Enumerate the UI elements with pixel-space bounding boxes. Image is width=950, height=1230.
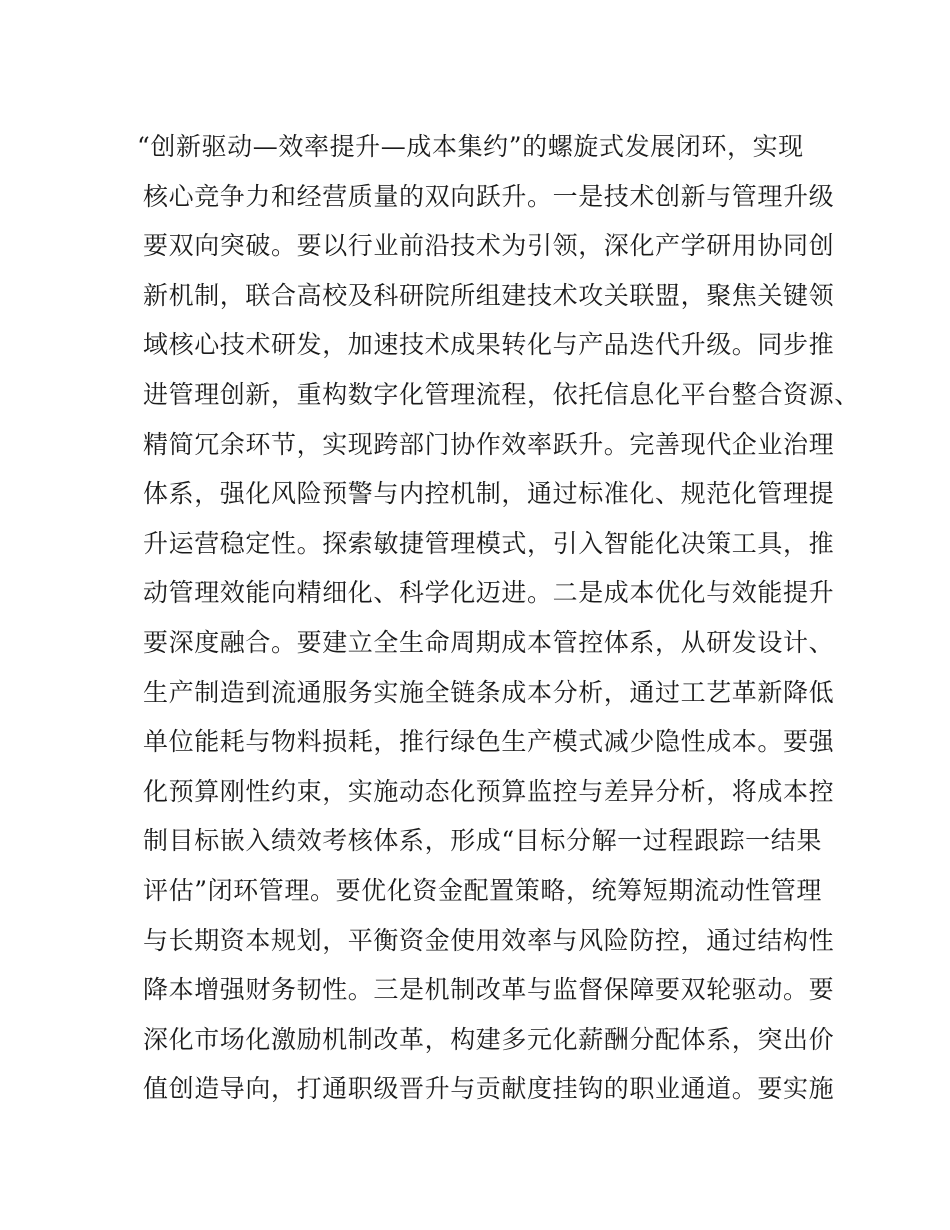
text-line: 深化市场化激励机制改革，构建多元化薪酬分配体系，突出价	[143, 1024, 835, 1054]
text-line: 生产制造到流通服务实施全链条成本分析，通过工艺革新降低	[143, 677, 835, 707]
text-line: 精简冗余环节，实现跨部门协作效率跃升。完善现代企业治理	[143, 429, 835, 459]
text-line: 域核心技术研发，加速技术成果转化与产品迭代升级。同步推	[143, 330, 835, 360]
text-line: 值创造导向，打通职级晋升与贡献度挂钩的职业通道。要实施	[143, 1074, 835, 1104]
text-line: “创新驱动—效率提升—成本集约”的螺旋式发展闭环，实现	[137, 132, 804, 161]
body-paragraph	[137, 122, 860, 1114]
text-line: 动管理效能向精细化、科学化迈进。二是成本优化与效能提升	[143, 578, 835, 608]
text-line: 制目标嵌入绩效考核体系，形成“目标分解一过程跟踪一结果	[143, 826, 822, 856]
text-line: 体系，强化风险预警与内控机制，通过标准化、规范化管理提	[143, 479, 835, 509]
text-line: 升运营稳定性。探索敏捷管理模式，引入智能化决策工具，推	[143, 528, 835, 558]
text-line: 单位能耗与物料损耗，推行绿色生产模式减少隐性成本。要强	[143, 727, 835, 757]
text-line: 评估”闭环管理。要优化资金配置策略，统筹短期流动性管理	[143, 875, 822, 905]
text-line: 进管理创新，重构数字化管理流程，依托信息化平台整合资源、	[143, 379, 860, 409]
text-line: 化预算刚性约束，实施动态化预算监控与差异分析，将成本控	[143, 776, 835, 806]
text-line: 核心竞争力和经营质量的双向跃升。一是技术创新与管理升级	[143, 181, 835, 211]
text-line: 降本增强财务韧性。三是机制改革与监督保障要双轮驱动。要	[143, 975, 835, 1005]
text-line: 新机制，联合高校及科研院所组建技术攻关联盟，聚焦关键领	[143, 280, 835, 310]
text-line: 与长期资本规划，平衡资金使用效率与风险防控，通过结构性	[143, 925, 835, 955]
text-line: 要深度融合。要建立全生命周期成本管控体系，从研发设计、	[143, 627, 835, 657]
text-line: 要双向突破。要以行业前沿技术为引领，深化产学研用协同创	[143, 231, 835, 261]
